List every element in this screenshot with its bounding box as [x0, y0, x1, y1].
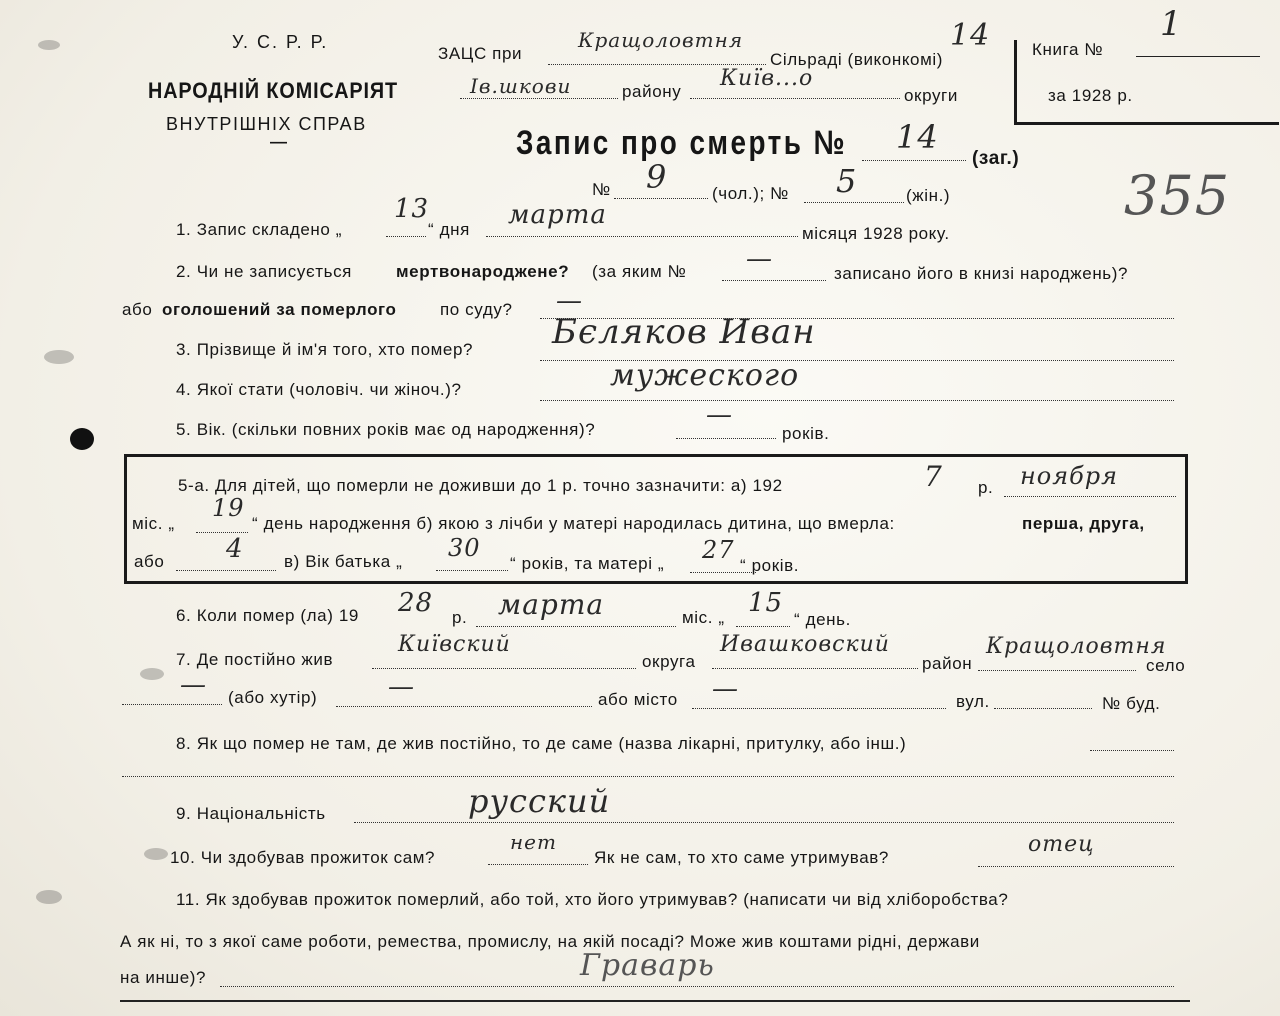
- item8-label: 8. Як що помер не там, де жив постійно, то де саме (назва лікарні, притулку, або інш.): [176, 734, 907, 753]
- item7-raion-label: район: [922, 654, 973, 673]
- item10-self-handwritten: нет: [510, 830, 557, 854]
- item1-prefix: 1. Запис складено „: [176, 220, 343, 239]
- silradi-handwritten: 14: [950, 18, 991, 53]
- item4-sex-handwritten: мужеского: [610, 358, 800, 393]
- item2-court-handwritten: —: [556, 286, 583, 316]
- item5a-month-label: міс. „: [132, 514, 175, 533]
- bottom-rule: [120, 1000, 1190, 1002]
- fill-line: [978, 670, 1136, 671]
- fill-line: [176, 570, 276, 571]
- margin-number-handwritten: 355: [1124, 164, 1231, 227]
- district-handwritten: Ів.шкови: [470, 74, 572, 98]
- okruhy-label: округи: [904, 86, 958, 105]
- item1-suffix: місяця 1928 року.: [802, 224, 950, 243]
- item6-month-handwritten: марта: [498, 588, 605, 621]
- header-dash: —: [270, 132, 288, 151]
- item7-village-label: село: [1146, 656, 1186, 675]
- book-label: Книга №: [1032, 40, 1104, 59]
- item7-street-label: вул.: [956, 692, 990, 711]
- item2-stillborn: мертвонароджене?: [396, 262, 570, 281]
- item7-khutir-label: (або хутір): [228, 688, 318, 707]
- fill-line: [436, 570, 508, 571]
- zag-label: (заг.): [972, 148, 1020, 169]
- book-number-line: [1136, 56, 1260, 57]
- item2-num-label: (за яким №: [592, 262, 687, 281]
- item5a-day-handwritten: 19: [212, 494, 245, 522]
- item7-raion-handwritten: Ивашковский: [720, 632, 890, 657]
- item5a-line2: “ день народження б) якою з лічби у матері народилась дитина, що вмерла:: [252, 514, 895, 533]
- fill-line: [614, 198, 708, 199]
- item7-city-handwritten: —: [388, 672, 415, 702]
- item6-suffix: “ день.: [794, 610, 851, 629]
- fill-line: [690, 98, 900, 99]
- no-label: №: [592, 180, 611, 199]
- margin-smudge: [38, 40, 60, 50]
- item2-prefix: 2. Чи не записується: [176, 262, 352, 281]
- fill-line: [692, 708, 946, 709]
- item9-nationality-handwritten: русский: [468, 782, 611, 820]
- fill-line: [540, 400, 1174, 401]
- item7-street-handwritten: —: [712, 674, 739, 704]
- item10-who-handwritten: отец: [1028, 832, 1095, 857]
- zags-prefix: ЗАЦС при: [438, 44, 523, 63]
- item2-num-handwritten: —: [746, 244, 773, 274]
- item2-suffix: записано його в книзі народжень)?: [834, 264, 1129, 283]
- item1-day-handwritten: 13: [394, 194, 430, 224]
- fill-line: [722, 280, 826, 281]
- item1-mid: “ дня: [428, 220, 470, 239]
- record-title: Запис про смерть №: [516, 124, 848, 162]
- item11-line2: А як ні, то з якої саме роботи, ремества, промислу, на якій посаді? Може жив коштами рідні, держави: [120, 932, 980, 951]
- item7-okruha-handwritten: Київский: [398, 632, 511, 657]
- item10-label: 10. Чи здобував прожиток сам?: [170, 848, 436, 867]
- item2-by-court: по суду?: [440, 300, 513, 319]
- item5-suffix: років.: [782, 424, 830, 443]
- item6-day-handwritten: 15: [748, 588, 784, 618]
- item5a-month-handwritten: ноября: [1020, 462, 1119, 490]
- item7-okruha-label: округа: [642, 652, 696, 671]
- item5a-or: або: [134, 552, 165, 571]
- raion-label: району: [622, 82, 682, 101]
- item7-house-label: № буд.: [1102, 694, 1161, 713]
- fill-line: [486, 236, 798, 237]
- male-label: (чол.); №: [712, 184, 789, 203]
- punch-hole: [70, 428, 94, 450]
- fill-line: [386, 236, 426, 237]
- fill-line: [196, 532, 248, 533]
- fill-line: [354, 822, 1174, 823]
- item7-khutir-handwritten: —: [180, 670, 207, 700]
- item5a-line1: 5-а. Для дітей, що померли не доживши до 1 р. точно зазначити: а) 192: [178, 476, 783, 495]
- item6-month-label: міс. „: [682, 608, 725, 627]
- item5-age-handwritten: —: [706, 400, 733, 430]
- ministry-subtitle: ВНУТРІШНІХ СПРАВ: [166, 114, 367, 134]
- item4-label: 4. Якої стати (чоловіч. чи жіноч.)?: [176, 380, 462, 399]
- item7-label: 7. Де постійно жив: [176, 650, 334, 669]
- item3-label: 3. Прізвище й ім'я того, хто помер?: [176, 340, 474, 359]
- female-count-handwritten: 5: [836, 162, 858, 200]
- fill-line: [994, 708, 1092, 709]
- item5a-father-age-handwritten: 30: [448, 534, 481, 562]
- fill-line: [736, 626, 790, 627]
- item7-village-handwritten: Кращоловтня: [986, 634, 1167, 659]
- item2-declared-dead: оголошений за померлого: [162, 300, 397, 319]
- item5a-year-suffix: р.: [978, 478, 994, 497]
- female-label: (жін.): [906, 186, 951, 205]
- record-number-handwritten: 14: [896, 118, 939, 156]
- item5a-year-handwritten: 7: [924, 460, 943, 493]
- margin-smudge: [36, 890, 62, 904]
- item5a-mother-age-handwritten: 27: [702, 536, 735, 564]
- fill-line: [220, 986, 1174, 987]
- item5a-order-handwritten: 4: [226, 534, 244, 564]
- item6-year-suffix: р.: [452, 608, 468, 627]
- item11-line1: 11. Як здобував прожиток померлий, або той, хто його утримував? (написати чи від хліборобства?: [176, 890, 1009, 909]
- item5-label: 5. Вік. (скільки повних років має од народження)?: [176, 420, 596, 439]
- item2-or: або: [122, 300, 153, 319]
- item6-label: 6. Коли помер (ла) 19: [176, 606, 359, 625]
- fill-line: [804, 202, 904, 203]
- margin-smudge: [44, 350, 74, 364]
- fill-line: [460, 98, 618, 99]
- silradi-label: Сільраді (виконкомі): [770, 50, 944, 69]
- fill-line: [712, 668, 918, 669]
- fill-line: [978, 866, 1174, 867]
- fill-line: [488, 864, 588, 865]
- item1-month-handwritten: марта: [508, 200, 607, 230]
- okruha-handwritten: Київ...о: [720, 66, 814, 91]
- fill-line: [1004, 496, 1176, 497]
- item5a-father-label: в) Вік батька „: [284, 552, 403, 571]
- ussr-label: У. С. Р. Р.: [232, 32, 329, 52]
- item10-who-label: Як не сам, то хто саме утримував?: [594, 848, 889, 867]
- fill-line: [676, 438, 776, 439]
- fill-line: [372, 668, 636, 669]
- item5a-suffix: “ років.: [740, 556, 800, 575]
- zags-village-handwritten: Кращоловтня: [578, 28, 744, 52]
- fill-line: [862, 160, 966, 161]
- fill-line: [476, 626, 676, 627]
- item3-name-handwritten: Бєляков Иван: [552, 312, 816, 352]
- fill-line: [122, 776, 1174, 777]
- item9-label: 9. Національність: [176, 804, 326, 823]
- fill-line: [1090, 750, 1174, 751]
- item11-line3: на инше)?: [120, 968, 207, 987]
- margin-smudge: [140, 668, 164, 680]
- item7-city-label: або місто: [598, 690, 678, 709]
- margin-smudge: [144, 848, 168, 860]
- fill-line: [548, 64, 766, 65]
- male-count-handwritten: 9: [646, 158, 668, 196]
- item5a-first-second: перша, друга,: [1022, 514, 1145, 533]
- book-year: за 1928 р.: [1048, 86, 1133, 105]
- item11-occupation-handwritten: Граварь: [580, 948, 715, 983]
- item6-year-handwritten: 28: [398, 588, 434, 618]
- item5a-mother-label: “ років, та матері „: [510, 554, 665, 573]
- ministry-title: НАРОДНІЙ КОМІСАРІЯТ: [148, 78, 399, 103]
- fill-line: [122, 704, 222, 705]
- book-number-handwritten: 1: [1160, 4, 1183, 44]
- fill-line: [336, 706, 592, 707]
